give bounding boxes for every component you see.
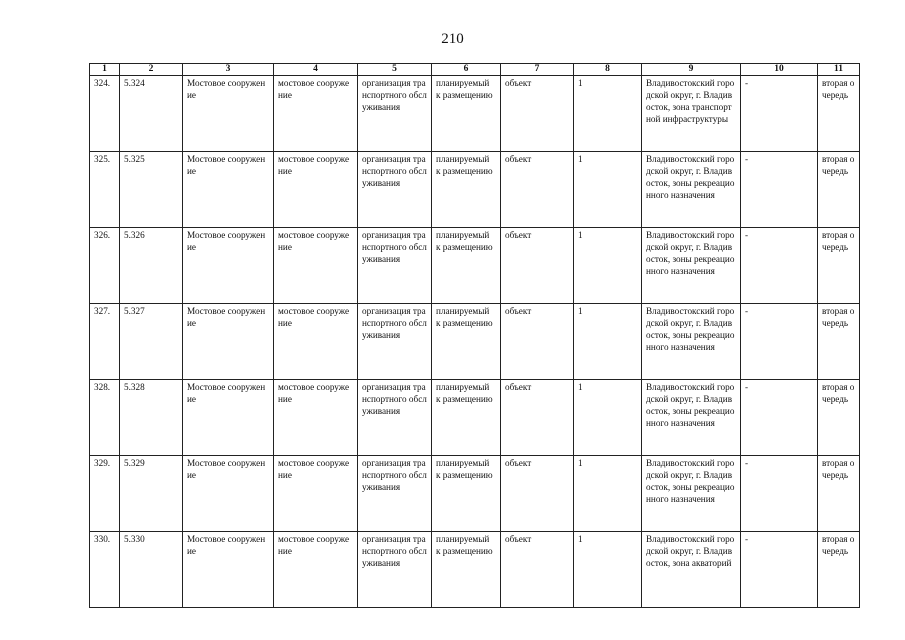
purpose-cell: организация транспортного обслуживания [358,152,432,228]
unit-cell: объект [501,76,574,152]
status-cell: планируемый к размещению [432,228,501,304]
location-cell: Владивостокский городской округ, г. Владивосток, зоны рекреационного назначения [642,152,741,228]
table-body [90,76,860,608]
object-type-cell: мостовое сооружение [274,532,358,608]
row-number-cell: 325. [90,152,120,228]
stage-cell: вторая очередь [818,380,860,456]
object-type-cell: мостовое сооружение [274,152,358,228]
stage-cell: вторая очередь [818,76,860,152]
object-code-cell: 5.326 [120,228,183,304]
quantity-cell: 1 [574,380,642,456]
location-cell: Владивостокский городской округ, г. Владивосток, зона акваторий [642,532,741,608]
status-cell: планируемый к размещению [432,456,501,532]
object-code-cell: 5.324 [120,76,183,152]
purpose-cell: организация транспортного обслуживания [358,228,432,304]
object-code-cell: 5.330 [120,532,183,608]
unit-cell: объект [501,152,574,228]
object-name-cell: Мостовое сооружение [183,76,274,152]
object-code-cell: 5.328 [120,380,183,456]
quantity-cell: 1 [574,456,642,532]
header-cell: 5 [358,64,432,76]
header-cell: 9 [642,64,741,76]
header-cell: 7 [501,64,574,76]
table-row [90,380,860,456]
quantity-cell: 1 [574,152,642,228]
unit-cell: объект [501,532,574,608]
purpose-cell: организация транспортного обслуживания [358,304,432,380]
object-name-cell: Мостовое сооружение [183,228,274,304]
object-type-cell: мостовое сооружение [274,456,358,532]
status-cell: планируемый к размещению [432,76,501,152]
location-cell: Владивостокский городской округ, г. Владивосток, зоны рекреационного назначения [642,304,741,380]
row-number-cell: 328. [90,380,120,456]
unit-cell: объект [501,456,574,532]
zone-cell: - [741,532,818,608]
quantity-cell: 1 [574,76,642,152]
header-row [90,64,860,76]
object-name-cell: Мостовое сооружение [183,532,274,608]
zone-cell: - [741,456,818,532]
stage-cell: вторая очередь [818,532,860,608]
header-cell: 11 [818,64,860,76]
row-number-cell: 330. [90,532,120,608]
header-cell: 2 [120,64,183,76]
table-row [90,152,860,228]
object-code-cell: 5.325 [120,152,183,228]
quantity-cell: 1 [574,228,642,304]
status-cell: планируемый к размещению [432,304,501,380]
zone-cell: - [741,152,818,228]
status-cell: планируемый к размещению [432,380,501,456]
status-cell: планируемый к размещению [432,152,501,228]
object-name-cell: Мостовое сооружение [183,304,274,380]
header-cell: 3 [183,64,274,76]
zone-cell: - [741,380,818,456]
unit-cell: объект [501,304,574,380]
unit-cell: объект [501,228,574,304]
object-type-cell: мостовое сооружение [274,76,358,152]
purpose-cell: организация транспортного обслуживания [358,532,432,608]
stage-cell: вторая очередь [818,304,860,380]
purpose-cell: организация транспортного обслуживания [358,456,432,532]
object-name-cell: Мостовое сооружение [183,380,274,456]
table-row [90,532,860,608]
quantity-cell: 1 [574,532,642,608]
object-name-cell: Мостовое сооружение [183,152,274,228]
purpose-cell: организация транспортного обслуживания [358,380,432,456]
table-row [90,76,860,152]
stage-cell: вторая очередь [818,456,860,532]
row-number-cell: 326. [90,228,120,304]
zone-cell: - [741,228,818,304]
table-header [90,64,860,76]
status-cell: планируемый к размещению [432,532,501,608]
object-name-cell: Мостовое сооружение [183,456,274,532]
object-code-cell: 5.327 [120,304,183,380]
stage-cell: вторая очередь [818,152,860,228]
row-number-cell: 329. [90,456,120,532]
object-code-cell: 5.329 [120,456,183,532]
quantity-cell: 1 [574,304,642,380]
objects-table [89,63,860,608]
stage-cell: вторая очередь [818,228,860,304]
header-cell: 8 [574,64,642,76]
location-cell: Владивостокский городской округ, г. Владивосток, зона транспортной инфраструктуры [642,76,741,152]
header-cell: 6 [432,64,501,76]
purpose-cell: организация транспортного обслуживания [358,76,432,152]
object-type-cell: мостовое сооружение [274,380,358,456]
row-number-cell: 324. [90,76,120,152]
page-number: 210 [441,31,464,47]
header-cell: 4 [274,64,358,76]
zone-cell: - [741,76,818,152]
row-number-cell: 327. [90,304,120,380]
table-row [90,228,860,304]
header-cell: 1 [90,64,120,76]
header-cell: 10 [741,64,818,76]
location-cell: Владивостокский городской округ, г. Владивосток, зоны рекреационного назначения [642,456,741,532]
unit-cell: объект [501,380,574,456]
object-type-cell: мостовое сооружение [274,228,358,304]
zone-cell: - [741,304,818,380]
location-cell: Владивостокский городской округ, г. Владивосток, зоны рекреационного назначения [642,380,741,456]
table-row [90,456,860,532]
table-row [90,304,860,380]
location-cell: Владивостокский городской округ, г. Владивосток, зоны рекреационного назначения [642,228,741,304]
object-type-cell: мостовое сооружение [274,304,358,380]
